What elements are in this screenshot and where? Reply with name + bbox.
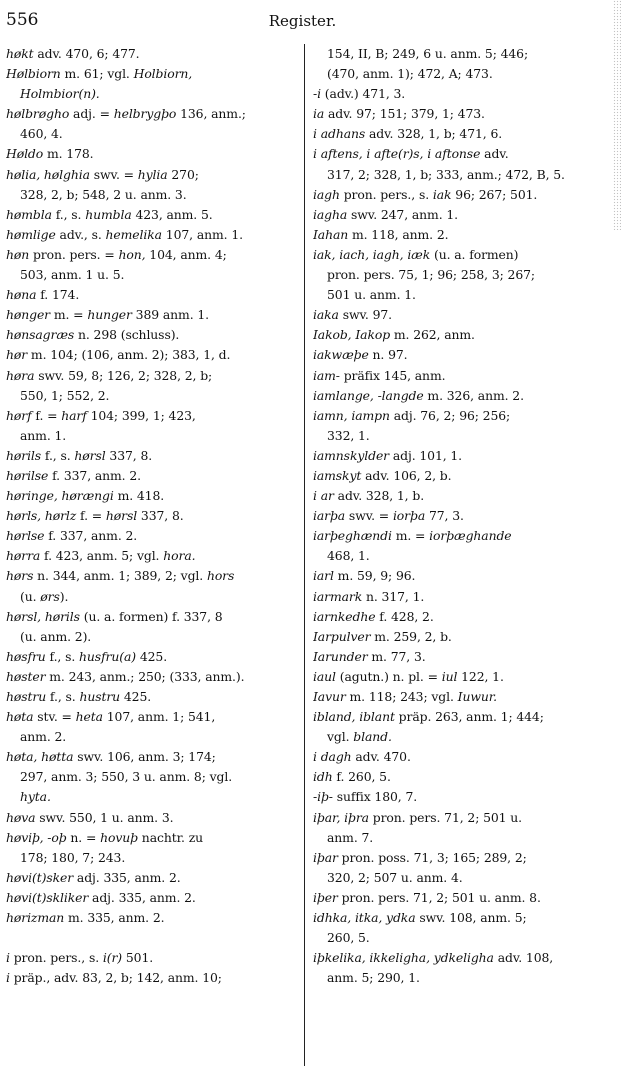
index-entry-line: høra swv. 59, 8; 126, 2; 328, 2, b; (6, 367, 213, 383)
index-entry-line: 503, anm. 1 u. 5. (20, 267, 125, 283)
index-entry-line: ia adv. 97; 151; 379, 1; 473. (313, 106, 485, 122)
index-entry-line: hørilse f. 337, anm. 2. (6, 467, 141, 483)
index-entry-line: hønsagræs n. 298 (schluss). (6, 327, 180, 343)
index-entry-line: iaka swv. 97. (313, 307, 392, 323)
index-entry-line: høvi(t)skliker adj. 335, anm. 2. (6, 889, 196, 905)
index-entry-line: iaul (agutn.) n. pl. = iul 122, 1. (313, 668, 504, 684)
index-entry-line: idh f. 260, 5. (313, 769, 391, 785)
index-entry-line: iam- präfix 145, anm. (313, 367, 446, 383)
index-entry-line: anm. 1. (20, 427, 67, 443)
page-header (6, 10, 599, 36)
index-entry-line: 460, 4. (20, 126, 63, 142)
index-entry-line: 328, 2, b; 548, 2 u. anm. 3. (20, 186, 187, 202)
index-entry-line: Iakob, Iakop m. 262, anm. (313, 327, 475, 343)
index-entry-line: hørf f. = harf 104; 399, 1; 423, (6, 407, 196, 423)
index-entry-line: 260, 5. (327, 930, 370, 946)
index-entry-line: Iahan m. 118, anm. 2. (313, 226, 449, 242)
index-entry-line: hørls, hørlz f. = hørsl 337, 8. (6, 508, 184, 524)
index-entry-line: hønger m. = hunger 389 anm. 1. (6, 307, 209, 323)
index-entry-line: hørsl, hørils (u. a. formen) f. 337, 8 (6, 608, 223, 624)
index-entry-line: i präp., adv. 83, 2, b; 142, anm. 10; (6, 970, 222, 986)
index-entry-line: Iavur m. 118; 243; vgl. Iuwur. (313, 689, 498, 704)
index-entry-line: (u. anm. 2). (20, 628, 92, 644)
index-entry-line: iarnkedhe f. 428, 2. (313, 608, 434, 624)
index-entry-line: hølbrøgho adj. = helbrygþo 136, anm.; (6, 106, 246, 122)
index-entry-line: Iarpulver m. 259, 2, b. (313, 628, 452, 644)
index-column-left (6, 44, 298, 988)
index-entry-line: høna f. 174. (6, 287, 80, 303)
index-entry-line: i dagh adv. 470. (313, 749, 411, 765)
page-number: 556 (6, 10, 39, 30)
index-entry-line: 154, II, B; 249, 6 u. anm. 5; 446; (327, 46, 529, 61)
index-entry-line: iþar, iþra pron. pers. 71, 2; 501 u. (313, 809, 523, 825)
index-entry-line: i aftens, i afte(r)s, i aftonse adv. (313, 146, 509, 162)
index-entry-line: iagha swv. 247, anm. 1. (313, 206, 459, 222)
index-entry-line: 320, 2; 507 u. anm. 4. (327, 869, 463, 885)
index-entry-line: ibland, iblant präp. 263, anm. 1; 444; (313, 709, 544, 725)
index-entry-line: 332, 1. (327, 427, 370, 443)
index-entry-line: vgl. bland. (327, 729, 392, 745)
index-entry-line: hørs n. 344, anm. 1; 389, 2; vgl. hors (6, 568, 235, 584)
index-entry-line: i ar adv. 328, 1, b. (313, 488, 425, 504)
index-entry-line: i pron. pers., s. i(r) 501. (6, 950, 154, 966)
index-entry-line: hømbla f., s. humbla 423, anm. 5. (6, 206, 213, 222)
index-entry-line: 297, anm. 3; 550, 3 u. anm. 8; vgl. (20, 769, 233, 785)
index-entry-line: Iarunder m. 77, 3. (313, 648, 426, 664)
index-entry-line: hørra f. 423, anm. 5; vgl. hora. (6, 548, 196, 564)
index-entry-line: (470, anm. 1); 472, A; 473. (327, 66, 493, 82)
index-entry-line: -iþ- suffix 180, 7. (313, 789, 418, 805)
index-entry-line: høvi(t)sker adj. 335, anm. 2. (6, 869, 181, 885)
index-entry-line: iamlange, -langde m. 326, anm. 2. (313, 387, 524, 403)
blank-line (6, 928, 298, 948)
index-entry-line: hørizman m. 335, anm. 2. (6, 910, 165, 926)
index-entry-line: iak, iach, iagh, iæk (u. a. formen) (313, 246, 519, 262)
index-entry-line: hør m. 104; (106, anm. 2); 383, 1, d. (6, 347, 231, 363)
running-title: Register. (268, 12, 337, 30)
index-entry-line: høsfru f., s. husfru(a) 425. (6, 648, 168, 664)
index-entry-line: Hølbiorn m. 61; vgl. Holbiorn, (6, 66, 193, 82)
index-entry-line: iarþa swv. = iorþa 77, 3. (313, 508, 464, 524)
index-entry-line: anm. 2. (20, 729, 67, 745)
index-entry-line: iarl m. 59, 9; 96. (313, 568, 416, 584)
index-entry-line: hømlige adv., s. hemelika 107, anm. 1. (6, 226, 243, 242)
index-entry-line: iþkelika, ikkeligha, ydkeligha adv. 108, (313, 950, 554, 966)
index-entry-line: høviþ, -oþ n. = hovuþ nachtr. zu (6, 829, 204, 845)
index-entry-line: 468, 1. (327, 548, 370, 564)
index-entry-line: (u. ørs). (20, 588, 69, 604)
index-entry-line: høkt adv. 470, 6; 477. (6, 46, 140, 61)
index-entry-line: anm. 5; 290, 1. (327, 970, 420, 986)
index-entry-line: høstru f., s. hustru 425. (6, 689, 152, 704)
index-entry-line: 501 u. anm. 1. (327, 287, 416, 303)
index-entry-line: idhka, itka, ydka swv. 108, anm. 5; (313, 910, 527, 926)
index-entry-line: iamnskylder adj. 101, 1. (313, 447, 463, 463)
index-entry-line: hølia, hølghia swv. = hylia 270; (6, 166, 199, 182)
index-entry-line: høn pron. pers. = hon, 104, anm. 4; (6, 246, 227, 262)
index-entry-line: iþar pron. poss. 71, 3; 165; 289, 2; (313, 849, 527, 865)
index-entry-line: 317, 2; 328, 1, b; 333, anm.; 472, B, 5. (327, 166, 565, 182)
column-divider (304, 44, 305, 1066)
index-entry-line: 550, 1; 552, 2. (20, 387, 110, 403)
index-entry-line: 178; 180, 7; 243. (20, 849, 126, 865)
index-entry-line: høringe, hørængi m. 418. (6, 488, 165, 504)
index-entry-line: pron. pers. 75, 1; 96; 258, 3; 267; (327, 267, 535, 283)
index-entry-line: hyta. (20, 789, 51, 805)
index-entry-line: hørlse f. 337, anm. 2. (6, 528, 138, 544)
index-entry-line: høta stv. = heta 107, anm. 1; 541, (6, 709, 216, 725)
index-entry-line: høva swv. 550, 1 u. anm. 3. (6, 809, 174, 825)
index-entry-line: iamskyt adv. 106, 2, b. (313, 467, 452, 483)
index-entry-line: iakwæþe n. 97. (313, 347, 408, 363)
index-entry-line: anm. 7. (327, 829, 374, 845)
index-entry-line: iamn, iampn adj. 76, 2; 96; 256; (313, 407, 511, 423)
index-entry-line: iþer pron. pers. 71, 2; 501 u. anm. 8. (313, 889, 541, 905)
index-entry-line: Høldo m. 178. (6, 146, 94, 162)
index-entry-line: Holmbior(n). (20, 86, 100, 102)
index-entry-line: hørils f., s. hørsl 337, 8. (6, 447, 153, 463)
index-entry-line: høster m. 243, anm.; 250; (333, anm.). (6, 668, 245, 684)
index-column-right (313, 44, 605, 988)
index-entry-line: høta, høtta swv. 106, anm. 3; 174; (6, 749, 216, 765)
index-entry-line: iagh pron. pers., s. iak 96; 267; 501. (313, 186, 538, 202)
index-entry-line: iarmark n. 317, 1. (313, 588, 425, 604)
index-entry-line: i adhans adv. 328, 1, b; 471, 6. (313, 126, 503, 142)
index-entry-line: -i (adv.) 471, 3. (313, 86, 406, 102)
index-entry-line: iarþeghændi m. = iorþæghande (313, 528, 512, 544)
scan-edge-noise (613, 0, 621, 230)
